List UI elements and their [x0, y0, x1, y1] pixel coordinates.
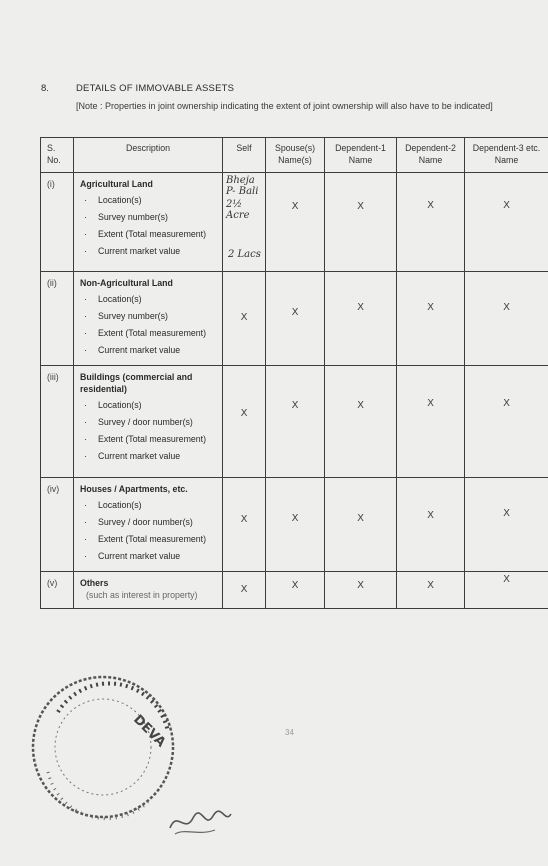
dependent-2-value: X: [397, 173, 465, 272]
signature-scribble: [165, 800, 235, 840]
header-dependent-2: Dependent-2 Name: [397, 138, 465, 173]
list-item: · Current market value: [80, 450, 220, 462]
self-value: X: [223, 366, 266, 478]
dependent-3-value: X: [465, 572, 548, 609]
spouse-value: X: [266, 173, 325, 272]
row-description: [74, 173, 223, 272]
handwritten-survey: P- Bali: [226, 186, 259, 197]
row-sno: (i): [41, 173, 74, 272]
list-item: · Extent (Total measurement): [80, 228, 220, 240]
dependent-2-value: X: [397, 572, 465, 609]
header-row: [41, 138, 548, 173]
category-label: Buildings (commercial and residential): [80, 372, 193, 394]
spouse-value: X: [266, 272, 325, 366]
list-item: · Location(s): [80, 499, 220, 511]
list-item: · Location(s): [80, 194, 220, 206]
row-description: [74, 366, 223, 478]
seal-text: DEVA: [130, 712, 169, 751]
row-description: [74, 572, 223, 609]
dependent-1-value: X: [325, 478, 397, 572]
list-item: · Extent (Total measurement): [80, 533, 220, 545]
dependent-3-value: X: [465, 272, 548, 366]
category-label: Non-Agricultural Land: [80, 278, 173, 288]
immovable-assets-table: [40, 137, 548, 609]
list-item: · Extent (Total measurement): [80, 433, 220, 445]
row-description: [74, 478, 223, 572]
spouse-value: X: [266, 366, 325, 478]
spouse-value: X: [266, 478, 325, 572]
dependent-1-value: X: [325, 173, 397, 272]
dependent-1-value: X: [325, 366, 397, 478]
list-item: · Survey number(s): [80, 310, 220, 322]
dependent-3-value: X: [465, 366, 548, 478]
category-label: Houses / Apartments, etc.: [80, 484, 188, 494]
table-row: [41, 272, 548, 366]
spouse-value: X: [266, 572, 325, 609]
handwritten-value: 2 Lacs: [228, 249, 261, 260]
list-item: · Location(s): [80, 293, 220, 305]
section-number: 8.: [41, 83, 49, 94]
list-item: · Location(s): [80, 399, 220, 411]
table-row: [41, 366, 548, 478]
dependent-2-value: X: [397, 478, 465, 572]
category-subtitle: (such as interest in property): [86, 590, 198, 600]
dependent-2-value: X: [397, 272, 465, 366]
table-row: [41, 173, 548, 272]
list-item: · Current market value: [80, 344, 220, 356]
handwritten-location: Bheja: [226, 175, 255, 186]
list-item: · Survey / door number(s): [80, 516, 220, 528]
official-seal: [28, 672, 178, 822]
self-value: [223, 173, 266, 272]
table-row: [41, 572, 548, 609]
table-row: [41, 478, 548, 572]
header-description: Description: [74, 138, 223, 173]
list-item: · Survey / door number(s): [80, 416, 220, 428]
self-value: X: [223, 478, 266, 572]
header-self: Self: [223, 138, 266, 173]
header-dependent-3: Dependent-3 etc. Name: [465, 138, 548, 173]
dependent-2-value: X: [397, 366, 465, 478]
dependent-3-value: X: [465, 173, 548, 272]
section-title: DETAILS OF IMMOVABLE ASSETS: [76, 83, 235, 94]
list-item: · Extent (Total measurement): [80, 327, 220, 339]
list-item: · Survey number(s): [80, 211, 220, 223]
category-label: Agricultural Land: [80, 179, 153, 189]
row-sno: (iii): [41, 366, 74, 478]
self-value: X: [223, 272, 266, 366]
list-item: · Current market value: [80, 245, 220, 257]
handwritten-extent: 2½ Acre: [226, 199, 250, 221]
page-number: 34: [285, 728, 294, 737]
section-note: [Note : Properties in joint ownership indicating the extent of joint ownership will also have to be indicated]: [76, 101, 493, 111]
row-sno: (ii): [41, 272, 74, 366]
self-value: X: [223, 572, 266, 609]
row-description: [74, 272, 223, 366]
dependent-3-value: X: [465, 478, 548, 572]
dependent-1-value: X: [325, 272, 397, 366]
row-sno: (iv): [41, 478, 74, 572]
row-sno: (v): [41, 572, 74, 609]
header-dependent-1: Dependent-1 Name: [325, 138, 397, 173]
category-label: Others: [80, 578, 109, 588]
header-spouse: Spouse(s) Name(s): [266, 138, 325, 173]
list-item: · Current market value: [80, 550, 220, 562]
dependent-1-value: X: [325, 572, 397, 609]
header-sno: S. No.: [41, 138, 74, 173]
